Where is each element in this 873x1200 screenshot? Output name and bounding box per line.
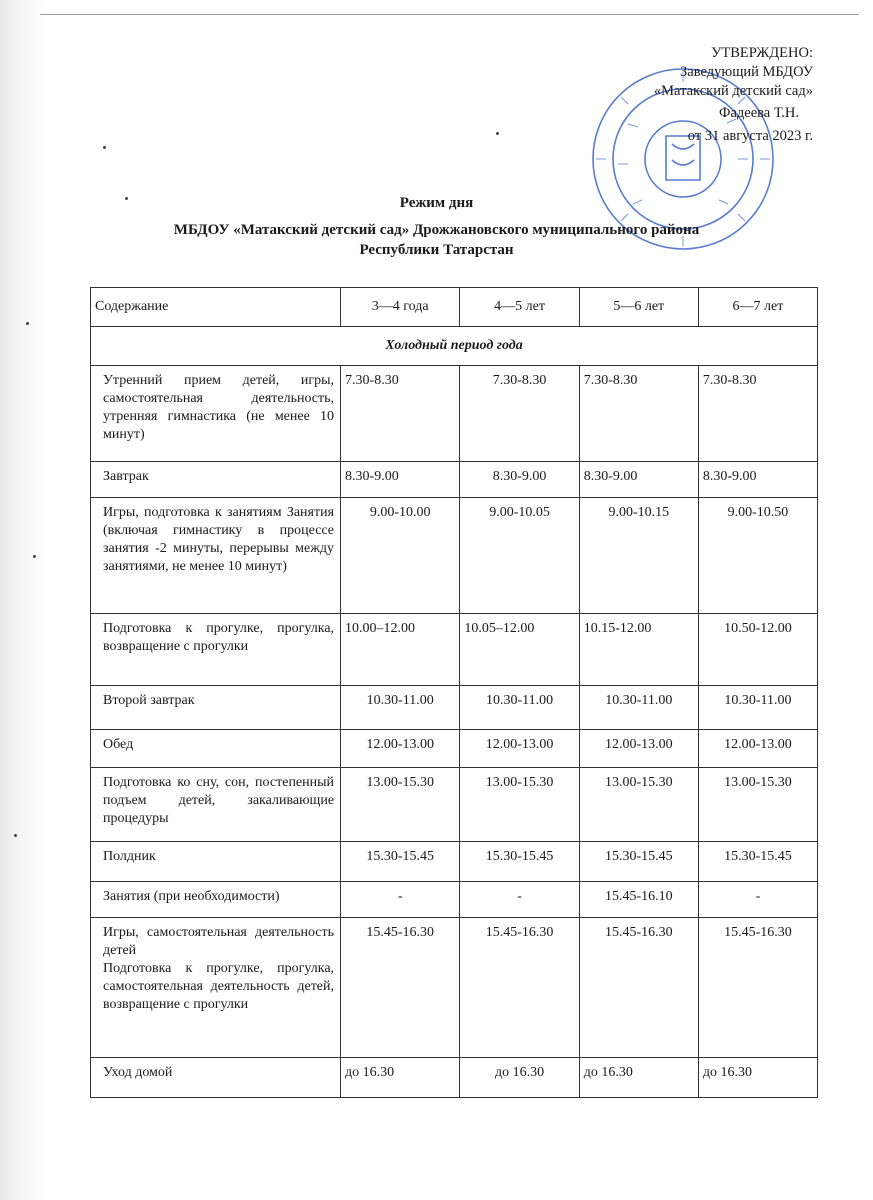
time-cell: 7.30-8.30 — [460, 366, 579, 462]
time-cell: до 16.30 — [698, 1058, 817, 1098]
scan-top-edge — [40, 14, 859, 15]
document-title: Режим дня — [399, 195, 474, 211]
column-header: 4—5 лет — [460, 288, 579, 327]
time-cell: 12.00-13.00 — [698, 730, 817, 768]
time-cell: - — [460, 882, 579, 918]
time-cell: 12.00-13.00 — [460, 730, 579, 768]
time-cell: 15.30-15.45 — [341, 842, 460, 882]
time-cell: 9.00-10.15 — [579, 498, 698, 614]
time-cell: - — [341, 882, 460, 918]
time-cell: 13.00-15.30 — [579, 768, 698, 842]
time-cell: 15.45-16.30 — [460, 918, 579, 1058]
time-cell: 15.45-16.30 — [698, 918, 817, 1058]
table-row — [91, 614, 818, 686]
scan-shadow — [0, 0, 46, 1200]
time-cell: 7.30-8.30 — [579, 366, 698, 462]
time-cell: 10.30-11.00 — [579, 686, 698, 730]
activity-cell-secondary: Подготовка к прогулке, прогулка, самостоятельная деятельность детей, возвращение с прогулки — [103, 961, 335, 1012]
table-row — [91, 686, 818, 730]
approval-heading: УТВЕРЖДЕНО: — [711, 45, 813, 61]
time-cell: 15.30-15.45 — [460, 842, 579, 882]
time-cell: 13.00-15.30 — [460, 768, 579, 842]
time-cell: 13.00-15.30 — [341, 768, 460, 842]
activity-cell: Обед — [103, 737, 134, 752]
time-cell: до 16.30 — [579, 1058, 698, 1098]
column-header: Содержание — [91, 288, 341, 327]
activity-cell: Подготовка к прогулке, прогулка, возвращение с прогулки — [103, 621, 335, 654]
table-row — [91, 768, 818, 842]
time-cell: - — [698, 882, 817, 918]
activity-cell: Подготовка ко сну, сон, постепенный подъем детей, закаливающие процедуры — [103, 775, 335, 826]
period-row — [91, 327, 818, 366]
column-header: 3—4 года — [341, 288, 460, 327]
time-cell: до 16.30 — [460, 1058, 579, 1098]
time-cell: 10.30-11.00 — [460, 686, 579, 730]
table-row — [91, 1058, 818, 1098]
approval-date: от 31 августа 2023 г. — [687, 128, 813, 144]
time-cell: 10.30-11.00 — [698, 686, 817, 730]
time-cell: 10.15-12.00 — [579, 614, 698, 686]
time-cell: 10.50-12.00 — [698, 614, 817, 686]
activity-cell: Игры, самостоятельная деятельность детей — [103, 925, 335, 958]
table-row — [91, 730, 818, 768]
approval-org: «Матакский детский сад» — [653, 83, 813, 99]
time-cell: 9.00-10.00 — [341, 498, 460, 614]
approval-block — [654, 44, 813, 146]
table-row — [91, 842, 818, 882]
column-header: 5—6 лет — [579, 288, 698, 327]
schedule-table — [90, 287, 818, 1098]
time-cell: 13.00-15.30 — [698, 768, 817, 842]
time-cell: 8.30-9.00 — [460, 462, 579, 498]
period-label: Холодный период года — [91, 327, 818, 366]
approval-position: Заведующий МБДОУ — [680, 64, 813, 80]
time-cell: 10.00–12.00 — [341, 614, 460, 686]
table-row — [91, 366, 818, 462]
time-cell: 15.30-15.45 — [579, 842, 698, 882]
activity-cell: Второй завтрак — [103, 693, 195, 708]
time-cell: 15.45-16.10 — [579, 882, 698, 918]
table-header-row — [91, 288, 818, 327]
time-cell: 9.00-10.50 — [698, 498, 817, 614]
region-name: Республики Татарстан — [359, 242, 514, 258]
time-cell: 10.05–12.00 — [460, 614, 579, 686]
activity-cell: Завтрак — [103, 469, 149, 484]
approval-name: Фадеева Т.Н. — [719, 105, 799, 121]
table-row — [91, 462, 818, 498]
time-cell: 15.45-16.30 — [579, 918, 698, 1058]
table-row — [91, 882, 818, 918]
institution-name: МБДОУ «Матакский детский сад» Дрожжановского муниципального района — [173, 222, 700, 238]
table-row — [91, 918, 818, 1058]
time-cell: 10.30-11.00 — [341, 686, 460, 730]
time-cell: до 16.30 — [341, 1058, 460, 1098]
activity-cell: Уход домой — [103, 1065, 173, 1080]
activity-cell: Полдник — [103, 849, 156, 864]
column-header: 6—7 лет — [698, 288, 817, 327]
time-cell: 9.00-10.05 — [460, 498, 579, 614]
time-cell: 8.30-9.00 — [579, 462, 698, 498]
time-cell: 7.30-8.30 — [698, 366, 817, 462]
time-cell: 8.30-9.00 — [698, 462, 817, 498]
activity-cell: Игры, подготовка к занятиям Занятия (включая гимнастику в процессе занятия -2 минуты, перерывы между занятиями, не менее 10 минут) — [103, 505, 335, 574]
time-cell: 15.45-16.30 — [341, 918, 460, 1058]
time-cell: 12.00-13.00 — [341, 730, 460, 768]
time-cell: 15.30-15.45 — [698, 842, 817, 882]
time-cell: 8.30-9.00 — [341, 462, 460, 498]
activity-cell: Утренний прием детей, игры, самостоятельная деятельность, утренняя гимнастика (не менее 10 минут) — [103, 373, 335, 442]
time-cell: 7.30-8.30 — [341, 366, 460, 462]
activity-cell: Занятия (при необходимости) — [103, 889, 280, 904]
time-cell: 12.00-13.00 — [579, 730, 698, 768]
table-row — [91, 498, 818, 614]
